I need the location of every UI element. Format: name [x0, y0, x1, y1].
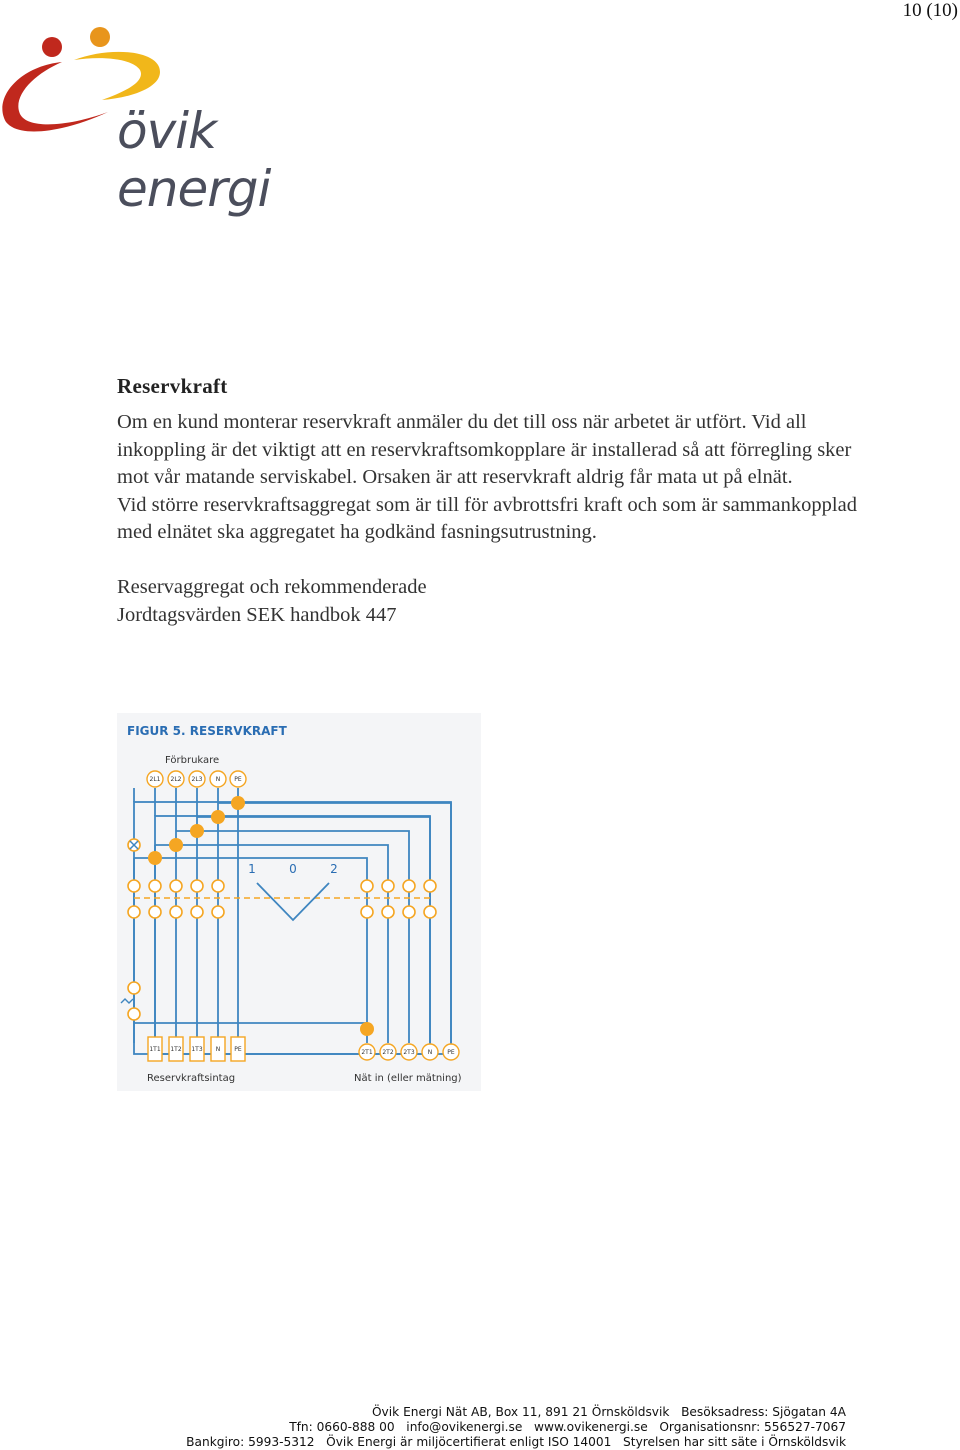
section-heading: Reservkraft [117, 374, 228, 398]
footer-address: Övik Energi Nät AB, Box 11, 891 21 Örnsköldsvik Besöksadress: Sjögatan 4A [371, 1405, 846, 1419]
paragraph-reservkraft: Om en kund monterar reservkraft anmäler du det till oss när arbetet är utfört. Vid all inkoppling är det viktigt att en reservkraftsomkopplare är installerad så att förregling sker mot vår matande serviskabel. Orsaken är att reservkraft aldrig får mata ut på elnät. [117, 411, 852, 488]
page-number: 10 (10) [902, 0, 958, 21]
reserve-terminal: 1T3 [191, 1046, 203, 1053]
reserve-terminal: 1T2 [170, 1046, 182, 1053]
reserve-terminal: PE [234, 1046, 242, 1053]
consumer-label: Förbrukare [165, 755, 220, 766]
figure-title: FIGUR 5. RESERVKRAFT [127, 724, 287, 738]
switch-position-2: 2 [330, 862, 338, 876]
reserve-power-diagram [117, 713, 481, 1091]
company-logo [0, 26, 345, 218]
grid-terminal: 2T2 [382, 1049, 394, 1056]
main-content [117, 374, 857, 629]
consumer-terminal: 2L3 [191, 776, 203, 783]
reference-line-1: Reservaggregat och rekommenderade [117, 576, 427, 598]
consumer-terminal: 2L1 [149, 776, 161, 783]
consumer-terminal: 2L2 [170, 776, 182, 783]
logo-text: övik energi [117, 102, 271, 218]
grid-in-label: Nät in (eller mätning) [354, 1073, 462, 1084]
switch-position-1: 1 [248, 862, 256, 876]
footer-legal: Bankgiro: 5993-5312 Övik Energi är miljöcertifierat enligt ISO 14001 Styrelsen har sitt säte i Örnsköldsvik [186, 1435, 846, 1449]
grid-terminal: 2T1 [361, 1049, 373, 1056]
consumer-terminal: N [215, 776, 221, 783]
reserve-intake-label: Reservkraftsintag [147, 1073, 236, 1084]
footer-contact: Tfn: 0660-888 00 info@ovikenergi.se www.ovikenergi.se Organisationsnr: 556527-7067 [289, 1420, 846, 1434]
reserve-terminal: 1T1 [149, 1046, 161, 1053]
page-footer [186, 1405, 846, 1450]
grid-terminal: 2T3 [403, 1049, 415, 1056]
grid-terminal: PE [447, 1049, 455, 1056]
reference-line-2: Jordtagsvärden SEK handbok 447 [117, 603, 397, 626]
reserve-terminal: N [215, 1046, 221, 1053]
switch-position-0: 0 [289, 862, 297, 876]
generator-symbol-icon [121, 999, 133, 1003]
consumer-terminal: PE [234, 776, 242, 783]
grid-terminal: N [427, 1049, 433, 1056]
paragraph-aggregat: Vid större reservkraftsaggregat som är till för avbrottsfri kraft och som är sammankopplad med elnätet ska aggregatet ha godkänd fasningsutrustning. [117, 493, 857, 543]
